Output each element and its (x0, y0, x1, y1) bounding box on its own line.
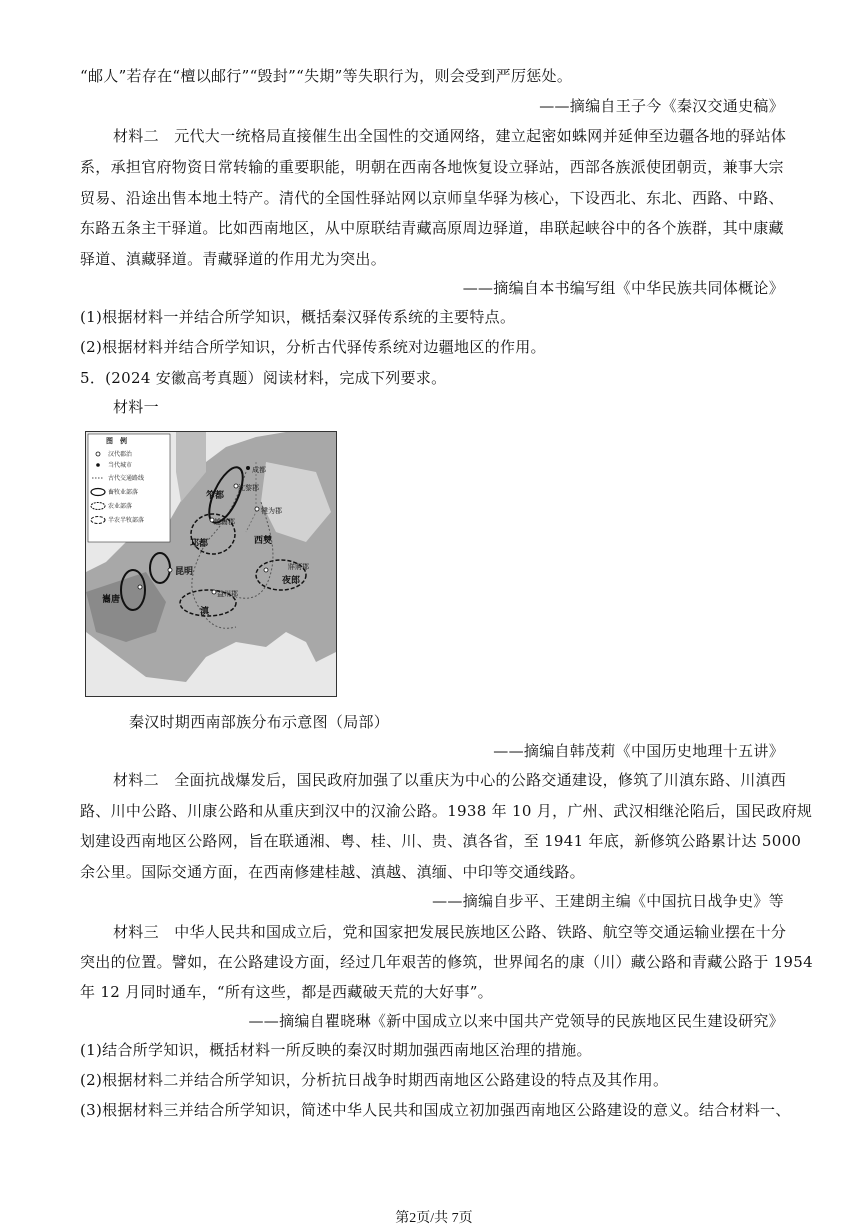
place-label: 牂牁郡 (288, 563, 309, 571)
page-number: 第2页/共 7页 (395, 1211, 473, 1226)
paragraph-line: 系，承担官府物资日常转输的重要职能，明朝在西南各地恢复设立驿站，西部各族派使团朝贡，兼事大宗 (80, 158, 784, 176)
place-label: 犍为郡 (261, 507, 282, 515)
paragraph-line: “邮人”若存在“檀以邮行”“毁封”“失期”等失职行为，则会受到严厉惩处。 (80, 67, 573, 85)
source-citation: ——摘编自步平、王建朗主编《中国抗日战争史》等 (432, 892, 784, 910)
place-label: 益州郡 (217, 590, 238, 598)
commandery-marker (138, 585, 142, 589)
paragraph-line: 划建设西南地区公路网，旨在联通湘、粤、桂、川、贵、滇各省，至 1941 年底，新修筑公路累计达 5000 (80, 832, 802, 850)
paragraph-line: 余公里。国际交通方面，在西南修建桂越、滇越、滇缅、中印等交通线路。 (80, 863, 585, 881)
commandery-marker (168, 568, 172, 572)
place-label: 成都 (252, 466, 266, 474)
place-label: 西僰 (254, 536, 273, 546)
paragraph-line: 材料三 中华人民共和国成立后，党和国家把发展民族地区公路、铁路、航空等交通运输业摆在十分 (113, 923, 787, 941)
place-label: 夜郎 (282, 576, 301, 586)
place-label: 越巂郡 (214, 518, 235, 526)
paragraph-line: 贸易、沿途出售本地土特产。清代的全国性驿站网以京师皇华驿为核心，下设西北、东北、西路、中路、 (80, 189, 784, 207)
place-label: 滇 (200, 607, 210, 617)
paragraph-line: 材料二 全面抗战爆发后，国民政府加强了以重庆为中心的公路交通建设，修筑了川滇东路、川滇西 (113, 771, 787, 789)
paragraph-line: 路、川中公路、川康公路和从重庆到汉中的汉渝公路。1938 年 10 月，广州、武汉相继沦陷后，国民政府规 (80, 802, 813, 820)
question-item: (2)根据材料二并结合所学知识，分析抗日战争时期西南地区公路建设的特点及其作用。 (80, 1071, 669, 1089)
commandery-marker (264, 568, 268, 572)
legend-item: 汉代郡治 (108, 451, 133, 458)
legend-item: 农业部落 (108, 503, 133, 510)
paragraph-line: 材料二 元代大一统格局直接催生出全国性的交通网络，建立起密如蛛网并延伸至边疆各地的驿站体 (113, 127, 787, 145)
legend-item: 畜牧业部落 (108, 489, 139, 496)
paragraph-line: 年 12 月同时通车，“所有这些，都是西藏破天荒的大好事”。 (80, 983, 493, 1001)
place-label: 笮都 (206, 491, 225, 501)
legend-item: 半农半牧部落 (108, 517, 145, 524)
question-item: (1)根据材料一并结合所学知识，概括秦汉驿传系统的主要特点。 (80, 308, 516, 326)
city-marker (246, 466, 250, 470)
material-label: 材料一 (113, 398, 159, 416)
source-citation: ——摘编自韩茂莉《中国历史地理十五讲》 (493, 742, 784, 760)
paragraph-line: 驿道、滇藏驿道。青藏驿道的作用尤为突出。 (80, 250, 387, 268)
paragraph-line: 东路五条主干驿道。比如西南地区，从中原联结青藏高原周边驿道，串联起峡谷中的各个族群，其中康藏 (80, 219, 784, 237)
question-item: (1)结合所学知识，概括材料一所反映的秦汉时期加强西南地区治理的措施。 (80, 1041, 592, 1059)
place-label: 邛都 (190, 539, 209, 549)
source-citation: ——摘编自瞿晓琳《新中国成立以来中国共产党领导的民族地区民生建设研究》 (248, 1012, 784, 1030)
source-citation: ——摘编自本书编写组《中华民族共同体概论》 (462, 279, 784, 297)
question-item: (2)根据材料并结合所学知识，分析古代驿传系统对边疆地区的作用。 (80, 338, 546, 356)
place-label: 沈黎郡 (238, 484, 259, 492)
legend-symbol (96, 463, 100, 467)
southwest-tribes-map (85, 431, 337, 697)
question-item: (3)根据材料三并结合所学知识，简述中华人民共和国成立初加强西南地区公路建设的意义。结合材料一、 (80, 1101, 791, 1119)
legend-item: 当代城市 (108, 462, 133, 469)
place-label: 昆明 (175, 567, 194, 577)
commandery-marker (212, 590, 216, 594)
question-heading: 5．(2024 安徽高考真题）阅读材料，完成下列要求。 (80, 369, 447, 387)
legend-title: 图 例 (106, 437, 127, 445)
source-citation: ——摘编自王子今《秦汉交通史稿》 (539, 97, 784, 115)
paragraph-line: 突出的位置。譬如，在公路建设方面，经过几年艰苦的修筑，世界闻名的康（川）藏公路和青藏公路于 1954 (80, 953, 813, 971)
map-caption: 秦汉时期西南部族分布示意图（局部） (129, 713, 390, 731)
place-label: 巂唐 (102, 595, 121, 605)
commandery-marker (255, 507, 259, 511)
legend-item: 古代交通路线 (108, 475, 145, 482)
